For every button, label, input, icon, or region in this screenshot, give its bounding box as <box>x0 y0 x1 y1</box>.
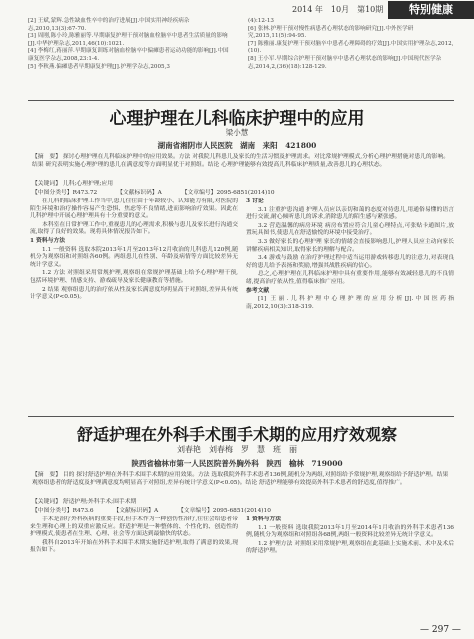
reference-item: [5] 李秋燕.偏瘫患者早期康复护理[J].护理学杂志,2005,3 <box>28 63 170 70</box>
reference-item: [8] 王小军.早期综合护理干预对脑卒中患者心理状态的影响[J].中国现代医学杂志,2014,2,(36)(18):128-129. <box>248 55 442 70</box>
article1-title: 心理护理在儿科临床护理中的应用 <box>109 109 365 129</box>
reference-item: (4):12-13 <box>248 18 274 24</box>
body-paragraph: 在儿科的临床护理工作当中,患儿往往由于年龄较小、认知能力有限,对医院的陌生环境和治疗操作容易产生恐惧、焦虑等不良情绪,进而影响治疗效果。因此在儿科护理中开展心理护理具有十分重要的意义。 <box>30 198 238 220</box>
article1-codes <box>32 187 452 196</box>
body-paragraph: 我科自2013年开始在外科手术围手术期实施舒适护理,取得了满意的效果,现报告如下。 <box>30 539 238 554</box>
article1-abstract: 【摘 要】 探讨心理护理在儿科临床护理中的应用效果。方法 对我院儿科患儿及家长的生活习惯及护理需求。对比常规护理模式,分析心理护理措施对患儿的影响。结果 研究表明实施心理护理的患儿在满意度等方面明显优于对照组。结论 心理护理能够有效提高儿科临床护理质量,改善患儿的心理状态。 <box>32 154 450 168</box>
section-divider <box>28 100 454 101</box>
article1-author: 梁小慧 <box>225 128 249 137</box>
body-paragraph: 3.1 注重护患沟通 护理人员应以亲切和蔼的态度对待患儿,用通俗易懂的语言进行交流,耐心倾听患儿的诉求,消除患儿的陌生感与紧张感。 <box>246 206 454 221</box>
issue-label: 2014 年 10月 第10期 <box>292 5 384 14</box>
reference-item: [2] 王斌,蒙辉.急性缺血性卒中的治疗进展[J].中国实用神经疾病杂志,2010,13(3):67-70. <box>28 18 190 32</box>
article1-body-right <box>246 198 454 412</box>
reference-item: [6] 张林.护理干预对慢性病患者心理状态的影响研究[J].中外医学研究,2015,11(5):94-95. <box>248 25 414 40</box>
section-divider <box>28 416 454 417</box>
body-paragraph: 3.4 游戏与鼓励 在治疗护理过程中适当运用游戏转移患儿的注意力,对表现良好的患儿给予表扬和奖励,增强其战胜疾病的信心。 <box>246 255 454 269</box>
section-heading: 1 资料与方法 <box>30 237 66 244</box>
reference-item: [1] 王丽.儿科护理中心理护理的应用分析[J].中国医药指南,2012,10(3):318-319. <box>246 296 454 310</box>
article2-body-right <box>246 516 454 620</box>
body-paragraph: 3.2 营造温馨的病房环境 病房布置应符合儿童心理特点,可张贴卡通图片,放置玩具图书,使患儿在舒适愉悦的环境中接受治疗。 <box>246 222 454 237</box>
article2-title: 舒适护理在外科手术围手术期的应用疗效观察 <box>76 425 397 444</box>
reference-item: [7] 陈雅丽.康复护理干预对脑卒中患者心理障碍的疗效[J].中国实用护理杂志,2012,(10). <box>248 40 454 55</box>
reference-item: [4] 李梅红,蒋丽萍.早期康复训练对脑血栓脑卒中偏瘫患者运动功能的影响[J].中国康复医学杂志,2008,23:1-4. <box>28 48 229 62</box>
article1-body-left <box>30 198 238 412</box>
body-paragraph: 1.1 一般资料 选取本院2013年1月至2013年12月收治的儿科患儿120例,随机分为观察组和对照组各60例。两组患儿在性别、年龄及病情等方面比较差异无统计学意义。 <box>30 246 238 268</box>
document-code: 【文献标识码】A <box>117 190 162 196</box>
section-heading: 1 资料与方法 <box>246 516 282 522</box>
body-paragraph: 1.2 方法 对照组采用常规护理,观察组在常规护理基础上给予心理护理干预,包括环境护理、情感支持、游戏疏导及家长健康教育等措施。 <box>30 270 238 284</box>
clc-code: 【中图分类号】R473.72 <box>32 190 98 196</box>
article2-codes <box>32 505 452 514</box>
article1-keywords: 【关键词】 儿科;心理护理;应用 <box>32 181 114 187</box>
references-heading: 参考文献 <box>246 287 270 294</box>
journal-brand: 特别健康 <box>388 1 474 19</box>
page-number: — 297 — <box>420 625 461 635</box>
body-paragraph: 手术是治疗外科疾病的重要手段,但手术作为一种创伤性治疗,往往会给患者带来生理和心理上的双重应激反应。舒适护理是一种整体的、个性化的、创造性的护理模式,使患者在生理、心理、社会等方面达到最愉快的状态。 <box>30 516 238 538</box>
body-paragraph: 3.3 做好家长的心理护理 家长的情绪会直接影响患儿,护理人员应主动向家长讲解疾病相关知识,取得家长的理解与配合。 <box>246 238 454 253</box>
article2-keywords: 【关键词】 舒适护理;外科手术;围手术期 <box>32 499 137 505</box>
body-paragraph: 2 结果 观察组患儿的治疗依从性及家长满意度均明显高于对照组,差异具有统计学意义(P<0.05)。 <box>30 286 238 301</box>
clc-code: 【中图分类号】R473.6 <box>32 508 94 514</box>
reference-item: [3] 周刚,陈小玲,陈雅丽等.早期康复护理干预对脑血栓脑卒中患者生活质量的影响[J].中华护理杂志,2011,46(10):1021. <box>28 33 228 47</box>
document-code: 【文献标识码】A <box>113 508 159 514</box>
references-right <box>248 18 454 71</box>
section-heading: 3 讨论 <box>246 198 264 204</box>
body-paragraph: 本科室在日常护理工作中,重视患儿的心理需求,积极与患儿及家长进行沟通交流,取得了良好的效果。现将具体情况报告如下。 <box>30 221 238 236</box>
article-number: 【文章编号】2095-6851(2014)10 <box>178 508 271 514</box>
article2-authors: 刘春艳 刘春梅 罗 慧 班 丽 <box>177 445 297 454</box>
body-paragraph: 1.1 一般资料 选取我院2013年1月至2014年1月收治的外科手术患者136例,随机分为观察组和对照组各68例,两组一般资料比较差异无统计学意义。 <box>246 524 454 539</box>
article2-abstract: 【摘 要】 目的 探讨舒适护理在外科手术围手术期的应用效果。方法 选取我院外科手术患者136例,随机分为两组,对照组给予常规护理,观察组给予舒适护理。结果 观察组患者的舒适度及护理满意度均明显高于对照组,差异有统计学意义(P<0.05)。结论 舒适护理能够有效提高外科手术患者的舒适度,值得推广。 <box>32 472 449 486</box>
article2-body-left <box>30 516 238 620</box>
article1-affiliation: 湖南省湘阴市人民医院 湖南 来阳 421800 <box>157 141 317 150</box>
article2-affiliation: 陕西省榆林市第一人民医院普外胸外科 陕西 榆林 719000 <box>131 459 343 468</box>
page-header <box>0 0 474 20</box>
body-paragraph: 总之,心理护理在儿科临床护理中具有重要作用,能够有效减轻患儿的不良情绪,提高治疗依从性,值得临床推广应用。 <box>246 271 454 285</box>
article-number: 【文章编号】2095-6851(2014)10 <box>181 190 275 196</box>
references-left <box>28 18 234 71</box>
body-paragraph: 1.2 护理方法 对照组采用常规护理,观察组在此基础上实施术前、术中及术后的舒适护理。 <box>246 540 454 555</box>
